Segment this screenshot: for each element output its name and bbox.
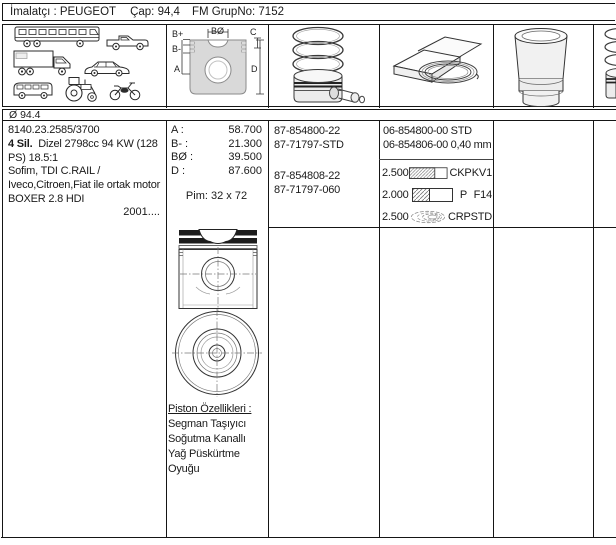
dim-label-c: C [250,27,257,37]
dim-label-b-dia: BØ [211,26,225,36]
pickup-truck-icon [106,32,150,51]
part-description-line: Sofim, TDI C.RAIL / [8,165,101,178]
liner-part-number: 06-854800-00 STD [383,125,472,137]
dim-value: 58.700 [228,124,262,136]
header-bar [2,3,615,21]
dim-value: 21.300 [228,137,262,150]
piston-feature-line: Yağ Püskürtme [168,448,240,460]
ring-profile-coil-icon [409,208,448,226]
tractor-icon [64,76,98,103]
piston-feature-line: Segman Taşıyıcı [168,418,247,430]
piston-top-view-drawing [172,309,262,397]
piston-feature-line: Soğutma Kanallı [168,433,246,445]
piston-feature-line: Oyuğu [168,463,200,475]
ring-set-partial-icon [596,25,616,108]
truck-icon [13,50,75,77]
piston-part-number: 87-854808-22 [274,169,341,182]
dim-value: 39.500 [228,151,262,164]
piston-side-view-drawing [174,228,262,312]
part-engine: Dizel 2798cc 94 KW (128 PS) 18.5:1 [8,137,158,164]
dim-label: D : [171,164,186,177]
header-diameter: Çap: 94,4 [130,6,180,18]
ring-specs-cell [382,162,492,228]
ring-code: F14 [473,189,492,201]
diameter-label: Ø 94.4 [9,109,41,121]
dimensions-cell [171,124,262,178]
ring-spec-row [382,206,492,228]
ring-profile-keystone-icon [409,165,450,182]
dim-label: B- : [171,137,189,150]
dim-label: BØ : [171,151,194,164]
piston-part-number: 87-71797-060 [274,184,341,197]
piston-part-number: 87-854800-22 [274,125,341,137]
piston-dimension-diagram-icon [170,26,266,106]
header-group: FM GrupNo: 7152 [191,6,284,18]
liner-numbers-cell [383,124,491,153]
sedan-car-icon [84,59,130,77]
ring-spec-row [382,162,492,184]
part-engine-line [8,138,164,166]
dim-label-b-minus: B- [172,44,181,54]
ring-set-box-icon [388,32,492,98]
ring-code: KV1 [471,167,492,179]
ring-size: 2.500 [382,211,409,223]
piston-features-cell [168,402,266,477]
bus-icon [14,26,104,49]
ring-size: 2.000 [382,189,409,201]
dim-label-b-plus: B+ [172,29,184,39]
motorcycle-icon [108,80,142,101]
dim-label: A : [171,124,184,136]
ring-spec-row [382,184,492,206]
header-manufacturer: İmalatçı : PEUGEOT [10,6,117,18]
part-description-cell [8,124,164,207]
pin-size: Pim: 32 x 72 [185,190,248,202]
ring-type: CKP [449,167,472,179]
part-description-line: BOXER 2.8 HDI [8,192,85,205]
part-description-line: Iveco,Citroen,Fiat ile ortak motor [8,179,161,192]
part-year-range: 2001.... [123,206,160,218]
cylinder-liner-icon [508,25,574,107]
part-number: 8140.23.2585/3700 [8,124,100,136]
dimension-row [171,124,262,138]
ring-code: STD [470,211,492,223]
piston-numbers-cell [274,124,374,198]
liner-part-number: 06-854806-00 0,40 mm [383,139,492,152]
dimension-row [171,151,262,165]
dim-label-a: A [174,64,181,74]
ring-type: P [459,189,467,201]
dim-value: 87.600 [228,164,262,177]
van-icon [13,80,53,100]
dim-label-d: D [251,64,258,74]
diameter-row [2,109,616,121]
ring-size: 2.500 [382,167,409,179]
ring-profile-plain-icon [412,187,456,204]
dimension-row [171,165,262,179]
part-cylinders: 4 Sil. [8,137,33,150]
ring-type: CRP [447,211,471,223]
piston-features-title: Piston Özellikleri : [168,403,252,415]
piston-part-number: 87-71797-STD [274,139,344,152]
dimension-row [171,138,262,152]
ring-set-with-piston-icon [282,26,366,106]
